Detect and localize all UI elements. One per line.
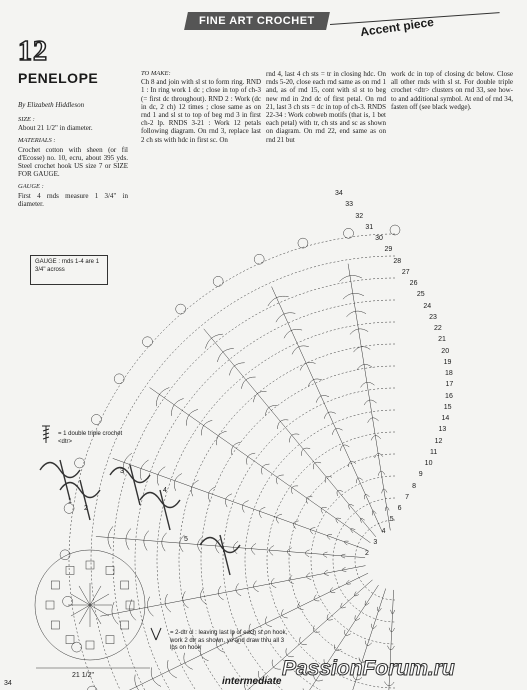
stitch-arc [276, 514, 282, 523]
gauge-text: First 4 rnds measure 1 3/4" in diameter. [18, 191, 128, 208]
legend-dtr: = 1 double triple crochet <dtr> [58, 431, 123, 445]
stitch-arc [225, 494, 232, 507]
instructions-part-2: rnd 4, last 4 ch sts = tr in closing hdc. On rnds 5-20, close each rnd same as on rnd 1 and, as of rnd 15, cont with sl st to beg new rnd in 2nd dc of first petal. On rnd 21, last 3 ch sts = dc in top of ch-3. RNDS 22-34 : Work cobweb motifs (that is, 1 bet each petal) with tr, ch sts and sc as shown on diagram. On rnd 22, end same as on rnd 21 but [266, 70, 386, 144]
picot [298, 238, 308, 248]
stitch-arc [340, 445, 349, 451]
motif-spoke [90, 605, 109, 616]
round-number: 22 [434, 325, 442, 332]
petal-spine [204, 329, 376, 537]
pattern-title: PENELOPE [18, 70, 99, 86]
hook-line [80, 480, 90, 520]
petal-spine [113, 458, 367, 549]
howto-stroke [40, 463, 80, 478]
howto-step-number: 5 [184, 536, 188, 543]
motif-block [51, 581, 59, 589]
picot [142, 337, 152, 347]
size-heading: SIZE : [18, 116, 35, 123]
stitch-arc [330, 587, 335, 592]
picot [91, 414, 101, 424]
page-number: 34 [4, 680, 12, 687]
stitch-arc [276, 475, 283, 484]
gauge-heading: GAUGE : [18, 183, 44, 191]
round-number: 2 [365, 550, 369, 557]
round-number: 29 [384, 246, 393, 254]
howto-step-number: 3 [120, 468, 124, 475]
round-number: 14 [441, 415, 450, 422]
materials-heading: MATERIALS : [18, 137, 56, 145]
round-number: 31 [365, 223, 374, 231]
motif-block [86, 561, 94, 569]
round-number: 24 [423, 302, 432, 310]
howto-step-number: 2 [84, 505, 88, 512]
round-arc [91, 256, 395, 690]
round-number: 11 [429, 448, 438, 456]
round-number: 19 [443, 358, 452, 366]
diagram-size-label: 21 1/2" [72, 672, 94, 679]
pattern-number: 12 [18, 36, 48, 67]
stitch-arc [314, 595, 319, 601]
hook-line [220, 535, 230, 575]
instructions-part-3: work dc in top of closing dc below. Close all other rnds with sl st. For double triple crochet <dtr> clusters on rnd 33, see how-to and additional symbol. At end of rnd 34, fasten off (see black wedge). [391, 70, 513, 111]
round-number: 34 [335, 190, 343, 197]
stitch-arc [306, 497, 312, 504]
motif-block [121, 621, 129, 629]
picot [60, 550, 70, 560]
pattern-author: By Elizabeth Hiddleson [18, 101, 85, 109]
stitch-arc [242, 501, 248, 513]
round-number: 18 [445, 370, 453, 377]
petal-spine [348, 264, 390, 531]
gauge-callout: GAUGE : rnds 1-4 are 1 3/4" across [30, 255, 108, 285]
picot [114, 374, 124, 384]
round-number: 10 [424, 460, 433, 467]
round-number: 32 [355, 212, 364, 220]
round-number: 9 [418, 471, 423, 479]
round-number: 28 [393, 257, 402, 265]
stitch-arc [345, 630, 351, 636]
howto-illustrations [40, 460, 240, 575]
stitch-arc [316, 395, 329, 402]
watermark: PassionForum.ru [282, 657, 455, 680]
round-number: 25 [416, 291, 425, 299]
round-number: 21 [438, 336, 446, 344]
round-number: 20 [441, 347, 450, 355]
hook-line [60, 460, 70, 500]
round-number: 6 [397, 505, 402, 512]
mini-motif-diagram [35, 550, 145, 660]
motif-spoke [79, 605, 90, 624]
motif-block [106, 636, 114, 644]
round-number: 17 [445, 381, 454, 389]
picot [75, 458, 85, 468]
stitch-arc [191, 480, 198, 496]
round-number: 13 [438, 426, 447, 434]
stitch-arc [356, 478, 362, 483]
stitch-arc [265, 617, 272, 627]
round-number: 3 [373, 538, 378, 546]
motif-spoke [71, 594, 90, 605]
picot [254, 254, 264, 264]
petal-spine [150, 387, 371, 542]
materials-text: Crochet cotton with sheen (or fil d'Ecosse) no. 10, ecru, about 395 yds. Steel crochet hook US size 7 or SIZE FOR GAUGE. [18, 145, 128, 179]
to-make-heading: TO MAKE: [141, 70, 171, 77]
stitch-arc [332, 428, 342, 434]
round-number: 7 [405, 493, 409, 501]
motif-spoke [90, 605, 101, 624]
picot [344, 228, 354, 238]
motif-spoke [79, 586, 90, 605]
howto-stroke [140, 493, 180, 508]
motif-block [66, 566, 74, 574]
motif-spoke [90, 586, 101, 605]
round-arc [355, 520, 395, 600]
howto-step-number: 4 [163, 487, 167, 494]
banner-text: FINE ART CROCHET [199, 15, 315, 27]
round-number: 12 [434, 437, 443, 445]
round-arc [333, 498, 395, 622]
round-arc [69, 234, 395, 690]
round-number: 8 [412, 482, 417, 490]
picot [176, 304, 186, 314]
round-arc [113, 278, 395, 690]
petal-spine [96, 536, 365, 557]
cluster-symbol [151, 628, 161, 640]
round-number: 15 [443, 403, 452, 411]
skill-level-footer: intermediate [222, 676, 282, 687]
legend-cluster: = 2-dtr cl : leaving last lp of each st on hook, work 2 dtr as shown, yo and draw thru all 3 lps on hook [170, 630, 288, 651]
round-arc [289, 454, 395, 666]
picot [390, 225, 400, 235]
picot [213, 276, 223, 286]
round-number: 33 [345, 201, 354, 209]
stitch-arc [282, 609, 288, 618]
round-number: 27 [401, 268, 410, 276]
stitch-arc [324, 412, 336, 419]
round-number: 30 [375, 235, 383, 242]
round-arc [311, 476, 395, 644]
stitch-arc [348, 461, 356, 467]
motif-block [121, 581, 129, 589]
dtr-symbol [42, 426, 50, 443]
round-number: 23 [429, 313, 437, 321]
round-number: 4 [381, 527, 386, 535]
motif-block [66, 636, 74, 644]
motif-block [51, 621, 59, 629]
instructions-part-1: Ch 8 and join with sl st to form ring. RND 1 : In ring work 1 dc ; close in top of ch-3 (= first dc throughout). RND 2 : Work (dc in dc, 2 ch) 12 times ; close same as on rnd 1 and sl st to top of beg rnd 3 in first ch-2 lp. RNDS 3-21 : Work 12 petals following diagram. On rnd 3, replace last 2 ch sts with hdc in first sc. On [141, 78, 261, 144]
lace-diagram-lines [60, 225, 436, 690]
stitch-arc [135, 675, 145, 690]
motif-block [106, 566, 114, 574]
stitch-arc [259, 507, 265, 518]
size-text: About 21 1/2" in diameter. [18, 124, 93, 133]
stitch-arc [291, 486, 298, 494]
howto-step-number: 1 [68, 498, 72, 505]
motif-spoke [71, 605, 90, 616]
motif-block [86, 641, 94, 649]
motif-block [46, 601, 54, 609]
hook-line [160, 490, 170, 530]
petal-spine [272, 287, 383, 533]
round-number: 5 [389, 516, 394, 524]
round-number: 26 [409, 280, 418, 287]
petal-spine [100, 566, 365, 617]
accent-label: Accent piece [359, 14, 435, 40]
round-number: 16 [445, 392, 453, 400]
hook-line [130, 465, 140, 505]
